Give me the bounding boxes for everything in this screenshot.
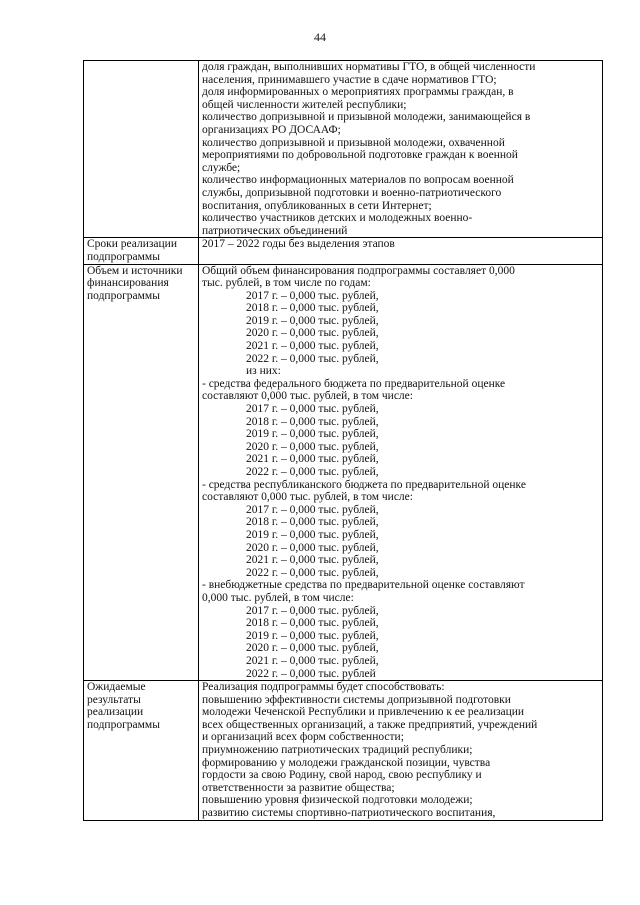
text-line: общей численности жителей республики; bbox=[202, 98, 407, 111]
row-content bbox=[199, 264, 603, 681]
text-line: 2018 г. – 0,000 тыс. рублей, bbox=[246, 617, 379, 630]
row-label bbox=[84, 681, 199, 821]
text-line: 2021 г. – 0,000 тыс. рублей, bbox=[246, 453, 379, 466]
text-line: тыс. рублей, в том числе по годам: bbox=[202, 277, 371, 290]
row-content bbox=[199, 61, 603, 238]
text-line: 2021 г. – 0,000 тыс. рублей, bbox=[246, 654, 379, 667]
text-line: приумножению патриотических традиций республики; bbox=[202, 744, 473, 757]
text-line: 2017 г. – 0,000 тыс. рублей, bbox=[246, 604, 379, 617]
text-line: 2022 г. – 0,000 тыс. рублей bbox=[246, 667, 376, 680]
text-line: 2022 г. – 0,000 тыс. рублей, bbox=[246, 466, 379, 478]
text-line: молодежи Чеченской Республики и привлечению к ее реализации bbox=[202, 706, 525, 719]
text-line: ответственности за развитие общества; bbox=[202, 781, 395, 794]
text-line: всех общественных организаций, а также предприятий, учреждений bbox=[202, 718, 538, 731]
text-line: 2020 г. – 0,000 тыс. рублей, bbox=[246, 440, 379, 453]
text-line: - средства республиканского бюджета по предварительной оценке bbox=[202, 478, 526, 491]
row-label bbox=[84, 61, 199, 238]
text-line: 2020 г. – 0,000 тыс. рублей, bbox=[246, 642, 379, 655]
row-content bbox=[199, 238, 603, 264]
text-line: реализации bbox=[87, 706, 144, 719]
text-line: доля информированных о мероприятиях программы граждан, в bbox=[202, 86, 514, 99]
text-line: 2021 г. – 0,000 тыс. рублей, bbox=[246, 554, 379, 567]
text-line: патриотических объединений bbox=[202, 224, 348, 237]
text-line: подпрограммы bbox=[87, 718, 160, 731]
text-line: повышению уровня физической подготовки молодежи; bbox=[202, 794, 473, 807]
text-line: Общий объем финансирования подпрограммы составляет 0,000 bbox=[202, 264, 515, 277]
text-line: формированию у молодежи гражданской позиции, чувства bbox=[202, 756, 491, 769]
subprogram-passport-table bbox=[83, 60, 603, 821]
text-line: населения, принимавшего участие в сдаче нормативов ГТО; bbox=[202, 73, 497, 86]
text-line: 2019 г. – 0,000 тыс. рублей, bbox=[246, 428, 379, 441]
row-content bbox=[199, 681, 603, 821]
text-line: Сроки реализации bbox=[87, 238, 177, 251]
text-line: Объем и источники bbox=[87, 264, 183, 277]
text-line: 2019 г. – 0,000 тыс. рублей, bbox=[246, 528, 379, 541]
text-line: 2017 г. – 0,000 тыс. рублей, bbox=[246, 503, 379, 516]
text-line: гордости за свою Родину, свой народ, свою республику и bbox=[202, 769, 482, 782]
text-line: развитию системы спортивно-патриотического воспитания, bbox=[202, 807, 496, 820]
text-line: 0,000 тыс. рублей, в том числе: bbox=[202, 591, 354, 604]
table-row-expected-results bbox=[84, 681, 603, 821]
table-row-timeline bbox=[84, 238, 603, 264]
text-line: подпрограммы bbox=[87, 250, 160, 263]
text-line: 2020 г. – 0,000 тыс. рублей, bbox=[246, 327, 379, 340]
text-line: количество допризывной и призывной молодежи, охваченной bbox=[202, 136, 505, 149]
text-line: 2018 г. – 0,000 тыс. рублей, bbox=[246, 415, 379, 428]
text-line: - средства федерального бюджета по предварительной оценке bbox=[202, 377, 506, 390]
text-line: 2017 г. – 0,000 тыс. рублей, bbox=[246, 289, 379, 302]
text-line: 2018 г. – 0,000 тыс. рублей, bbox=[246, 302, 379, 315]
text-line: службе; bbox=[202, 161, 241, 174]
table-row-indicators bbox=[84, 61, 603, 238]
table-row-financing bbox=[84, 264, 603, 681]
text-line: 2022 г. – 0,000 тыс. рублей, bbox=[246, 566, 379, 579]
text-line: - внебюджетные средства по предварительной оценке составляют bbox=[202, 579, 525, 592]
text-line: службы, допризывной подготовки и военно-патриотического bbox=[202, 186, 502, 199]
text-line: 2017 – 2022 годы без выделения этапов bbox=[202, 238, 395, 251]
text-line: Реализация подпрограммы будет способствовать: bbox=[202, 681, 445, 694]
text-line: количество информационных материалов по вопросам военной bbox=[202, 174, 514, 187]
text-line: воспитания, опубликованных в сети Интернет; bbox=[202, 199, 432, 212]
row-label bbox=[84, 264, 199, 681]
text-line: результаты bbox=[87, 693, 141, 706]
text-line: организациях РО ДОСААФ; bbox=[202, 123, 341, 136]
text-line: количество участников детских и молодежных военно- bbox=[202, 212, 473, 225]
text-line: количество допризывной и призывной молодежи, занимающейся в bbox=[202, 111, 531, 124]
text-line: 2020 г. – 0,000 тыс. рублей, bbox=[246, 541, 379, 554]
text-line: мероприятиями по добровольной подготовке граждан к военной bbox=[202, 149, 518, 162]
page-number: 44 bbox=[314, 30, 326, 44]
text-line: 2018 г. – 0,000 тыс. рублей, bbox=[246, 516, 379, 529]
text-line: из них: bbox=[246, 365, 281, 378]
text-line: подпрограммы bbox=[87, 289, 160, 302]
row-label bbox=[84, 238, 199, 264]
text-line: 2022 г. – 0,000 тыс. рублей, bbox=[246, 352, 379, 365]
text-line: Ожидаемые bbox=[87, 681, 146, 694]
text-line: повышению эффективности системы допризывной подготовки bbox=[202, 693, 511, 706]
text-line: доля граждан, выполнивших нормативы ГТО, в общей численности bbox=[202, 61, 536, 73]
text-line: составляют 0,000 тыс. рублей, в том числе: bbox=[202, 390, 413, 403]
text-line: 2021 г. – 0,000 тыс. рублей, bbox=[246, 340, 379, 353]
text-line: 2017 г. – 0,000 тыс. рублей, bbox=[246, 403, 379, 416]
text-line: 2019 г. – 0,000 тыс. рублей, bbox=[246, 629, 379, 642]
text-line: составляют 0,000 тыс. рублей, в том числе: bbox=[202, 491, 413, 504]
text-line: финансирования bbox=[87, 277, 169, 290]
text-line: и организаций всех форм собственности; bbox=[202, 731, 404, 744]
text-line: 2019 г. – 0,000 тыс. рублей, bbox=[246, 314, 379, 327]
